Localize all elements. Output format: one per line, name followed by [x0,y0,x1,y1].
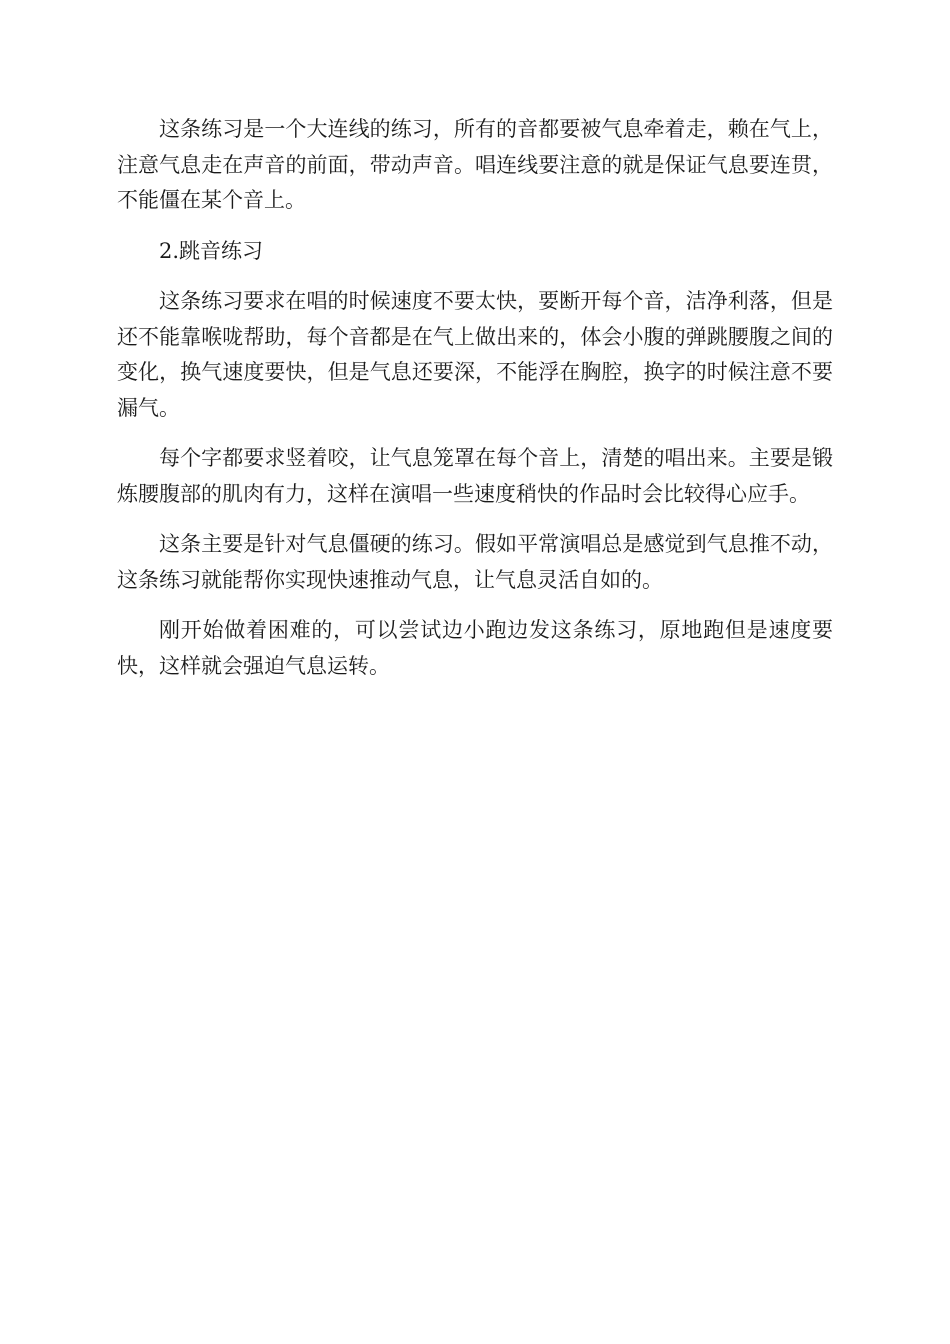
paragraph-legato-exercise: 这条练习是一个大连线的练习，所有的音都要被气息牵着走，赖在气上，注意气息走在声音的前面，带动声音。唱连线要注意的就是保证气息要连贯，不能僵在某个音上。 [117,117,833,212]
paragraph-breath-stiffness: 这条主要是针对气息僵硬的练习。假如平常演唱总是感觉到气息推不动，这条练习就能帮你实现快速推动气息，让气息灵活自如的。 [117,532,833,592]
paragraph-articulation: 每个字都要求竖着咬，让气息笼罩在每个音上，清楚的唱出来。主要是锻炼腰腹部的肌肉有力，这样在演唱一些速度稍快的作品时会比较得心应手。 [117,446,833,506]
section-heading-staccato-exercise: 2.跳音练习 [159,238,264,263]
paragraph-staccato-instructions: 这条练习要求在唱的时候速度不要太快，要断开每个音，洁净利落，但是还不能靠喉咙帮助，每个音都是在气上做出来的，体会小腹的弹跳腰腹之间的变化，换气速度要快，但是气息还要深，不能浮在胸腔，换字的时候注意不要漏气。 [117,289,833,420]
paragraph-jogging-tip: 刚开始做着困难的，可以尝试边小跑边发这条练习，原地跑但是速度要快，这样就会强迫气息运转。 [117,618,833,678]
document-body [117,112,833,699]
